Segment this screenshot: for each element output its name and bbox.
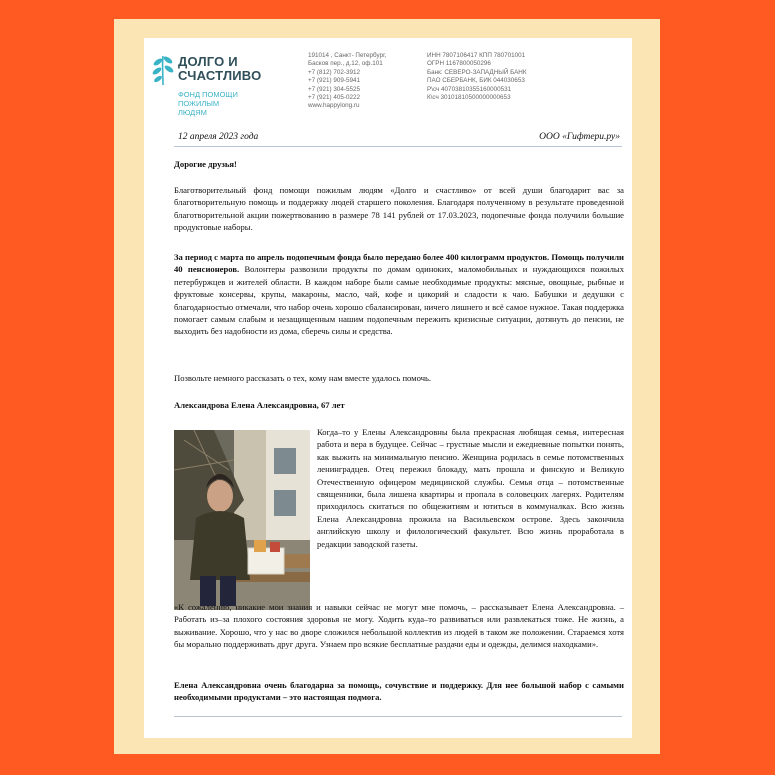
- paragraph-intro: Благотворительный фонд помощи пожилым людям «Долго и счастливо» от всей души благодарит вас за благотворительную помощь и поддержку людей старшего поколения. Благодаря полученному в результате проведенной благотворительной акции пожертвованию в размере 78 141 рублей от 17.03.2023, подопечные фонда получили большие продуктовые наборы.: [174, 185, 624, 233]
- results-highlight: За период с марта по апрель подопечным фонда было передано более 400 килограмм продуктов. Помощь получили 40 пенсионеров.: [174, 252, 624, 275]
- paragraph-transition: Позвольте немного рассказать о тех, кому нам вместе удалось помочь.: [174, 373, 432, 383]
- photo-illustration: [174, 430, 310, 610]
- letter-page: [144, 38, 632, 738]
- logo-title: ДОЛГО И СЧАСТЛИВО: [178, 54, 262, 83]
- phone-line: +7 (921) 304-5525: [308, 85, 360, 93]
- closing-statement: Елена Александровна очень благодарна за помощь, сочувствие и поддержку. Для нее большой набор с самыми необходимыми продуктами – это настоящая подмога.: [174, 680, 624, 703]
- website-link[interactable]: www.happylong.ru: [308, 102, 360, 110]
- address-line: Басков пер., д.12, оф.101: [308, 60, 383, 68]
- phone-line: +7 (921) 405-0222: [308, 94, 360, 102]
- foundation-logo: [152, 52, 302, 122]
- letter-date: 12 апреля 2023 года: [178, 132, 259, 142]
- bank-line: ОГРН 1167800050296: [427, 60, 491, 68]
- results-details: Волонтеры развозили продукты по домам одиноких, маломобильных и нуждающихся пожилых петербуржцев и жителей области. В каждом наборе были самые необходимые продукты: мясные, овощные, рыбные и фруктовые консервы, крупы, макароны, масло, чай, кофе и цикорий и сладости к чаю. Бабушки и дедушки с благодарностью отмечали, что набор очень хорошо сбалансирован, ничего лишнего и всё самое нужное. Такая поддержка помогает самым слабым и незащищенным нашим подопечным пережить кризисные ситуации, дотянуть до пенсии, не выходить без надобности из дома, сберечь силы и средства.: [174, 264, 624, 337]
- contact-block: [308, 52, 428, 111]
- dateline: [178, 132, 624, 142]
- person-quote: «К сожалению, никакие мои знания и навыки сейчас не могут мне помочь, – рассказывает Елена Александровна. – Работать из–за плохого состояния здоровья не могу. Ходить куда–то развиваться или развлекаться тоже. Не жизнь, а выживание. Хорошо, что у нас во дворе сложился небольшой коллектив из людей в таком же положении. Стараемся хотя бы морально поддерживать друг друга. Узнаем про всякие бесплатные раздачи еды и одежды, делимся находками».: [174, 602, 624, 650]
- leaf-branch-icon: [152, 52, 174, 86]
- person-photo: [174, 430, 310, 610]
- bank-line: ПАО СБЕРБАНК, БИК 044030653: [427, 77, 525, 85]
- footer-divider: [174, 716, 622, 717]
- phone-line: +7 (812) 702-3912: [308, 68, 360, 76]
- header-divider: [174, 146, 622, 147]
- bank-line: Р\сч 40703810355160000531: [427, 85, 512, 93]
- address-line: 191014 , Санкт- Петербург,: [308, 52, 387, 59]
- phone-line: +7 (921) 909-5941: [308, 77, 360, 85]
- greeting: Дорогие друзья!: [174, 159, 237, 169]
- bank-line: К\сч 30101810500000000653: [427, 94, 511, 102]
- bank-details: [427, 52, 577, 102]
- bank-line: ИНН 7807106417 КПП 780701001: [427, 52, 526, 59]
- bank-line: Банк: СЕВЕРО-ЗАПАДНЫЙ БАНК: [427, 68, 527, 76]
- paragraph-results: [174, 251, 624, 338]
- person-story: Когда–то у Елены Александровны была прекрасная любящая семья, интересная работа и вера в будущее. Сейчас – грустные мысли и ежедневные попытки понять, как выжить на минимальную пенсию. Женщина родилась в семье потомственных ленинградцев. Отец пережил блокаду, мать прошла и финскую и Великую Отечественную офицером медицинской службы. Семья отца – потомственные священники, была лишена квартиры и пропала в соловецких лагерях. Родителям приходилось скитаться по общежитиям и ютиться в коммуналках. Всю жизнь Елена Александровна прожила на Васильевском острове. Здесь закончила английскую школу и филологический факультет. Всю жизнь проработала в редакции заводской газеты.: [317, 427, 624, 549]
- logo-subtitle: ФОНД ПОМОЩИ ПОЖИЛЫМ ЛЮДЯМ: [178, 90, 238, 117]
- person-heading: Александрова Елена Александровна, 67 лет: [174, 400, 345, 410]
- recipient: ООО «Гифтери.ру»: [539, 132, 620, 142]
